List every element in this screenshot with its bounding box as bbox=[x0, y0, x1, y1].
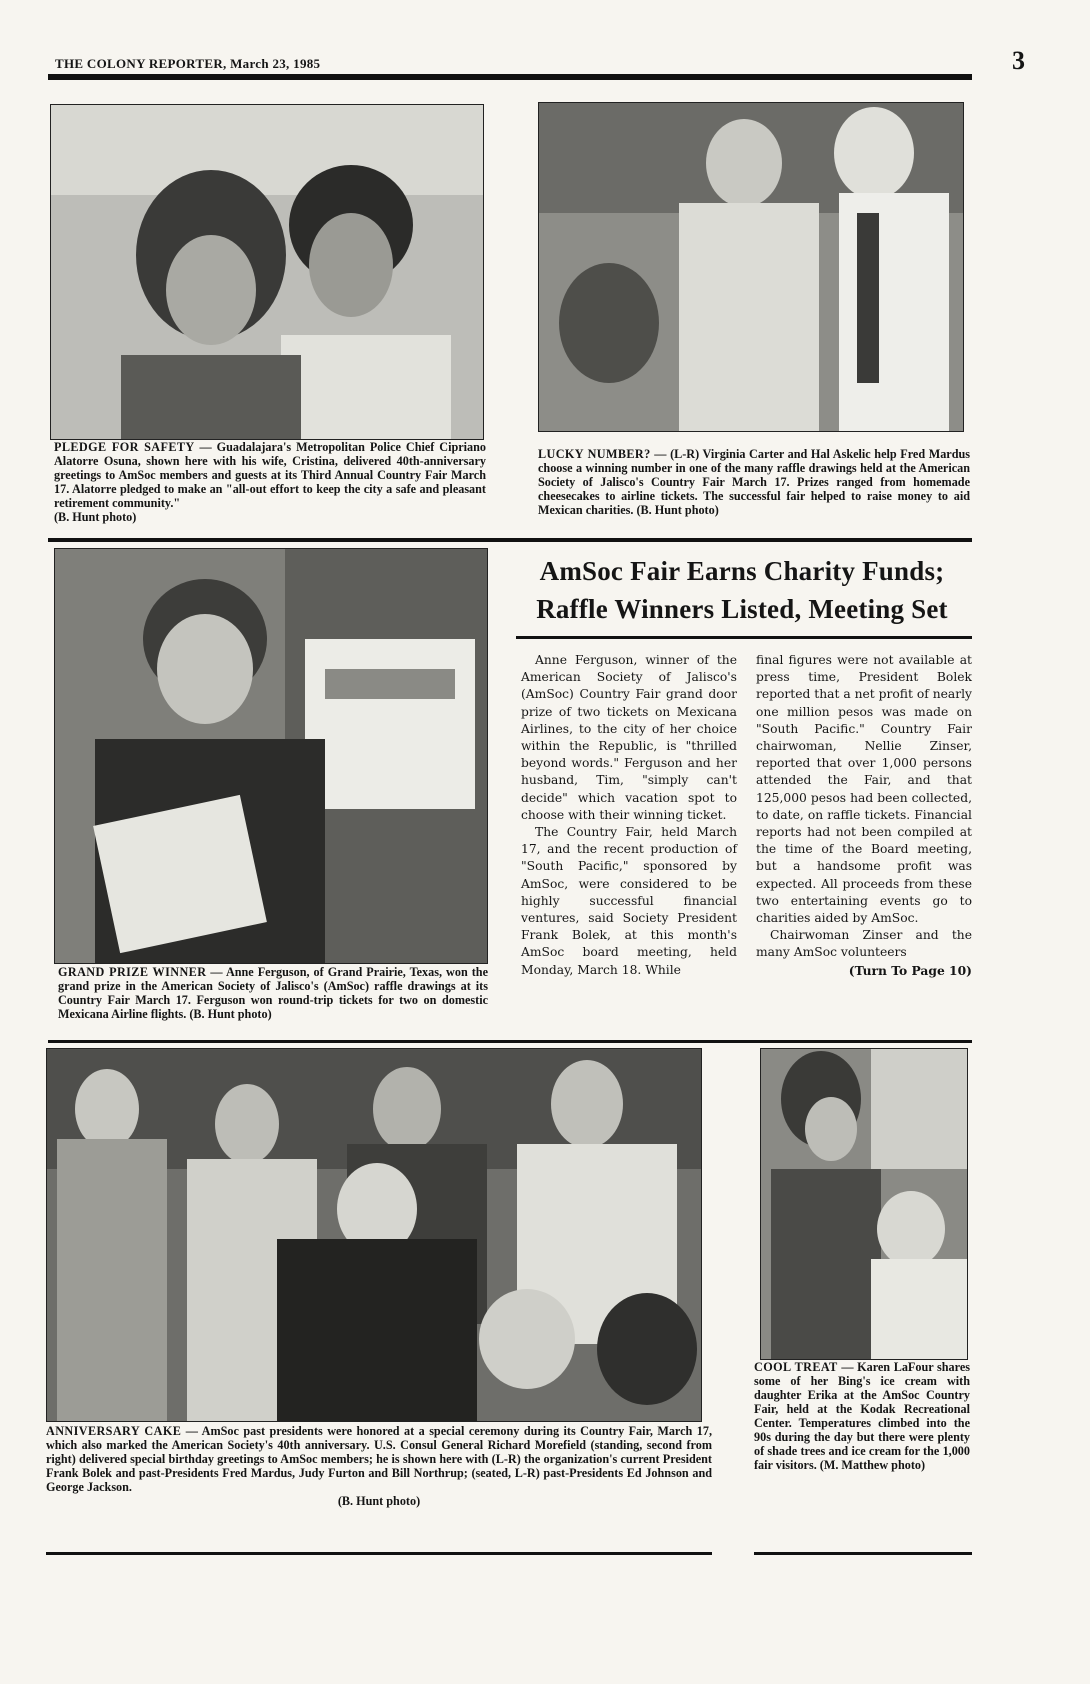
photo-credit: (B. Hunt photo) bbox=[337, 1494, 421, 1508]
headline-rule bbox=[516, 636, 972, 639]
article-headline bbox=[510, 552, 974, 628]
bottom-rule bbox=[754, 1552, 972, 1555]
article-paragraph: The Country Fair, held March 17, and the recent production of "South Pacific," sponsored by AmSoc, were considered to be highly successful financial ventures, said Society President Frank Bolek, at this month's AmSoc board meeting, held Monday, March 18. While bbox=[521, 825, 737, 977]
caption-text: — Guadalajara's Metropolitan Police Chief Cipriano Alatorre Osuna, shown here with his wife, Cristina, delivered 40th-anniversary greetings to AmSoc members and guests at its Third Annual Country Fair March 17. Alatorre pledged to make an "all-out effort to keep the city a safe and pleasant retirement community." bbox=[54, 440, 486, 510]
turn-to-page: (Turn To Page 10) bbox=[848, 962, 972, 978]
caption-text: — AmSoc past presidents were honored at a special ceremony during its Country Fair, March 17, which also marked the American Society's 40th anniversary. U.S. Consul General Richard Morefield (standing, second from right) delivered special birthday greetings to AmSoc members; he is shown here with (L-R) the organization's current President Frank Bolek and past-Presidents Fred Mardus, Judy Furton and Bill Northrup; (seated, L-R) past-Presidents Ed Johnson and George Jackson. bbox=[46, 1424, 712, 1494]
article-paragraph: Anne Ferguson, winner of the American Society of Jalisco's (AmSoc) Country Fair grand door prize of two tickets on Mexicana Airlines, to the city of her choice within the Republic, is "thrilled beyond words." Ferguson and her husband, Tim, "simply can't decide" which vacation spot to choose with their winning ticket. bbox=[521, 653, 737, 822]
anniversary-cake-photo bbox=[46, 1048, 702, 1422]
cool-treat-caption bbox=[754, 1360, 970, 1472]
pledge-photo bbox=[50, 104, 484, 440]
lucky-number-caption bbox=[538, 447, 970, 517]
section-rule bbox=[48, 538, 972, 542]
header-rule bbox=[48, 74, 972, 80]
pledge-caption bbox=[54, 440, 486, 524]
section-rule bbox=[48, 1040, 972, 1043]
caption-lead: PLEDGE FOR SAFETY bbox=[54, 440, 195, 454]
bottom-rule bbox=[46, 1552, 712, 1555]
caption-text: — Karen LaFour shares some of her Bing's ice cream with daughter Erika at the AmSoc Country Fair, held at the Kodak Recreational Center. Temperatures climbed into the 90s during the day but there were plenty of shade trees and ice cream for the 1,000 fair visitors. (M. Matthew photo) bbox=[754, 1360, 970, 1472]
caption-lead: GRAND PRIZE WINNER bbox=[58, 965, 207, 979]
article-paragraph: final figures were not available at press time, President Bolek reported that a net profit of nearly one million pesos was made on "South Pacific." Country Fair chairwoman, Nellie Zinser, reported that over 1,000 persons attended the Fair, and that 125,000 pesos had been collected, to date, on raffle tickets. Financial reports had not been compiled at the time of the Board meeting, but a handsome profit was expected. All proceeds from these two entertaining events go to charities aided by AmSoc. bbox=[756, 653, 972, 926]
caption-lead: COOL TREAT bbox=[754, 1360, 838, 1374]
caption-lead: ANNIVERSARY CAKE bbox=[46, 1424, 182, 1438]
article-paragraph: Chairwoman Zinser and the many AmSoc volunteers bbox=[756, 928, 972, 960]
lucky-number-photo bbox=[538, 102, 964, 432]
newspaper-header: THE COLONY REPORTER, March 23, 1985 bbox=[55, 56, 321, 71]
photo-credit: (B. Hunt photo) bbox=[54, 510, 137, 524]
caption-text: — Anne Ferguson, of Grand Prairie, Texas, won the grand prize in the American Society of Jalisco's (AmSoc) raffle drawings at its Country Fair March 17. Ferguson won round-trip tickets for two on domestic Mexicana Airline flights. (B. Hunt photo) bbox=[58, 965, 488, 1021]
anniversary-cake-caption bbox=[46, 1424, 712, 1508]
caption-lead: LUCKY NUMBER? bbox=[538, 447, 651, 461]
grand-prize-photo bbox=[54, 548, 488, 964]
grand-prize-caption bbox=[58, 965, 488, 1021]
article-column-1 bbox=[521, 652, 737, 979]
caption-text: — (L-R) Virginia Carter and Hal Askelic help Fred Mardus choose a winning number in one of the many raffle drawings held at the American Society of Jalisco's Country Fair March 17. Prizes ranged from homemade cheesecakes to airline tickets. The successful fair helped to raise money to aid Mexican charities. (B. Hunt photo) bbox=[538, 447, 971, 517]
headline-line-2: Raffle Winners Listed, Meeting Set bbox=[536, 594, 948, 624]
page-number: 3 bbox=[1012, 46, 1025, 75]
cool-treat-photo bbox=[760, 1048, 968, 1360]
article-column-2 bbox=[756, 652, 972, 979]
headline-line-1: AmSoc Fair Earns Charity Funds; bbox=[539, 556, 945, 586]
